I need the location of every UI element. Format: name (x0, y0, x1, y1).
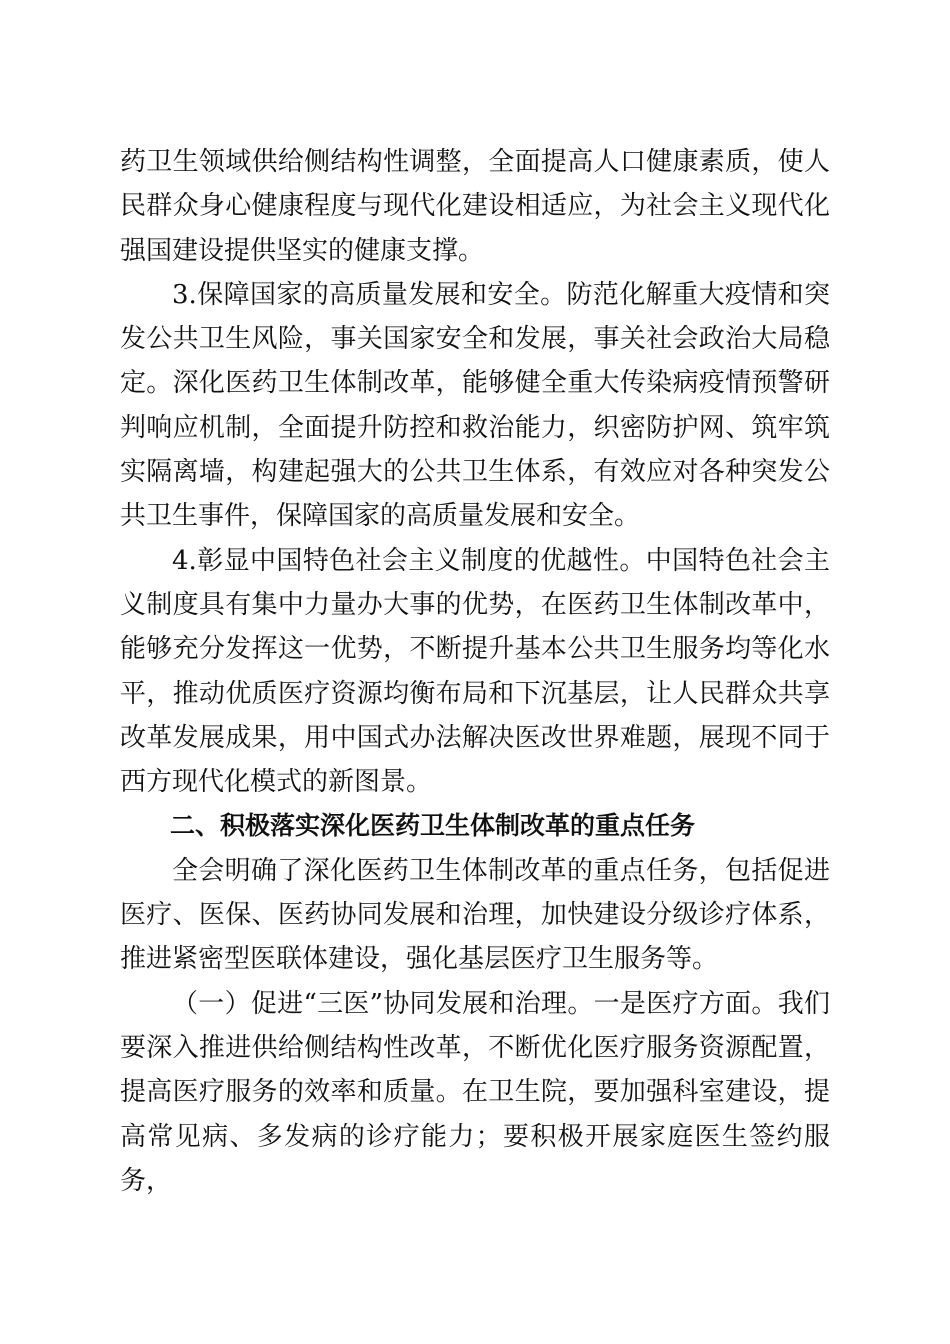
section-heading: 二、积极落实深化医药卫生体制改革的重点任务 (170, 811, 696, 841)
paragraph-item-4: 4.彰显中国特色社会主义制度的优越性。中国特色社会主义制度具有集中力量办大事的优势，在医药卫生体制改革中，能够充分发挥这一优势，不断提升基本公共卫生服务均等化水平，推动优质医疗资源均衡布局和下沉基层，让人民群众共享改革发展成果，用中国式办法解决医改世界难题，展现不同于西方现代化模式的新图景。 (120, 545, 830, 798)
paragraph-subsection-1: （一）促进“三医”协同发展和治理。一是医疗方面。我们要深入推进供给侧结构性改革，不断优化医疗服务资源配置，提高医疗服务的效率和质量。在卫生院，要加强科室建设，提高常见病、多发病的诊疗能力；要积极开展家庭医生签约服务， (120, 988, 830, 1196)
paragraph-intro: 全会明确了深化医药卫生体制改革的重点任务，包括促进医疗、医保、医药协同发展和治理，加快建设分级诊疗体系，推进紧密型医联体建设，强化基层医疗卫生服务等。 (120, 855, 830, 975)
document-body (120, 140, 830, 1203)
paragraph-item-3: 3.保障国家的高质量发展和安全。防范化解重大疫情和突发公共卫生风险，事关国家安全和发展，事关社会政治大局稳定。深化医药卫生体制改革，能够健全重大传染病疫情预警研判响应机制，全面提升防控和救治能力，织密防护网、筑牢筑实隔离墙，构建起强大的公共卫生体系，有效应对各种突发公共卫生事件，保障国家的高质量发展和安全。 (120, 279, 830, 532)
paragraph-continuation: 药卫生领域供给侧结构性调整，全面提高人口健康素质，使人民群众身心健康程度与现代化建设相适应，为社会主义现代化强国建设提供坚实的健康支撑。 (120, 147, 830, 266)
